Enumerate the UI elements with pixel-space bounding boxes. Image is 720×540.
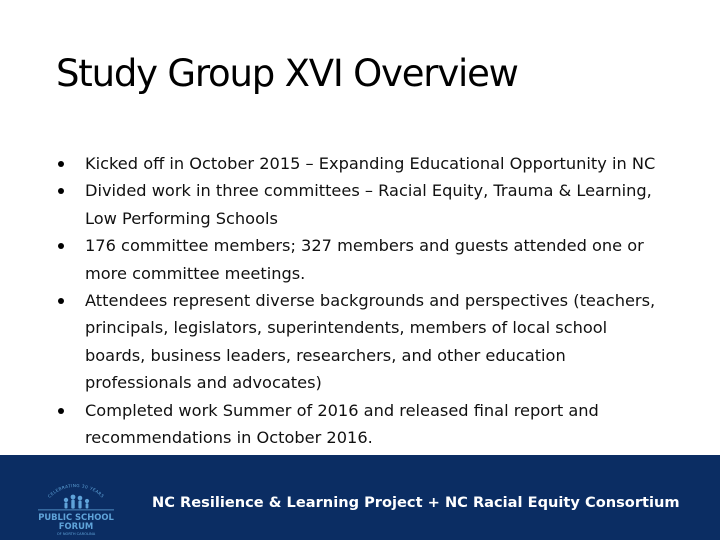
logo-line3: OF NORTH CAROLINA <box>56 532 96 536</box>
bullet-text: Kicked off in October 2015 – Expanding Educational Opportunity in NC <box>85 154 656 173</box>
bullet-item <box>50 177 670 232</box>
bullet-list <box>50 150 670 451</box>
bullet-text: Attendees represent diverse backgrounds and perspectives (teachers, principals, legislators, superintendents, members of local school boards, business leaders, researchers, and other education professionals and advocates) <box>85 291 656 393</box>
svg-text:CELEBRATING 30 YEARS <box>47 483 105 499</box>
logo-line2: FORUM <box>58 521 94 531</box>
bullet-item <box>50 232 670 287</box>
bullet-text: Completed work Summer of 2016 and released final report and recommendations in October 2016. <box>85 400 599 448</box>
logo-figures-icon <box>64 495 89 509</box>
bullet-dot-icon <box>58 298 64 304</box>
footer-bar <box>0 455 720 540</box>
bullet-item <box>50 150 670 177</box>
bullet-dot-icon <box>58 188 64 194</box>
logo-line1: PUBLIC SCHOOL <box>38 512 114 522</box>
bullet-dot-icon <box>58 243 64 249</box>
footer-text: NC Resilience & Learning Project + NC Racial Equity Consortium <box>152 494 680 511</box>
logo-arc-text: CELEBRATING 30 YEARS <box>46 483 106 499</box>
bullet-text: 176 committee members; 327 members and guests attended one or more committee meetings. <box>85 236 644 283</box>
slide-title: Study Group XVI Overview <box>56 52 518 95</box>
bullet-item <box>50 287 670 397</box>
bullet-item <box>50 397 670 452</box>
bullet-dot-icon <box>58 161 64 167</box>
bullet-text: Divided work in three committees – Racial Equity, Trauma & Learning, Low Performing Schools <box>85 181 652 228</box>
public-school-forum-logo <box>36 483 116 537</box>
bullet-dot-icon <box>58 408 64 414</box>
